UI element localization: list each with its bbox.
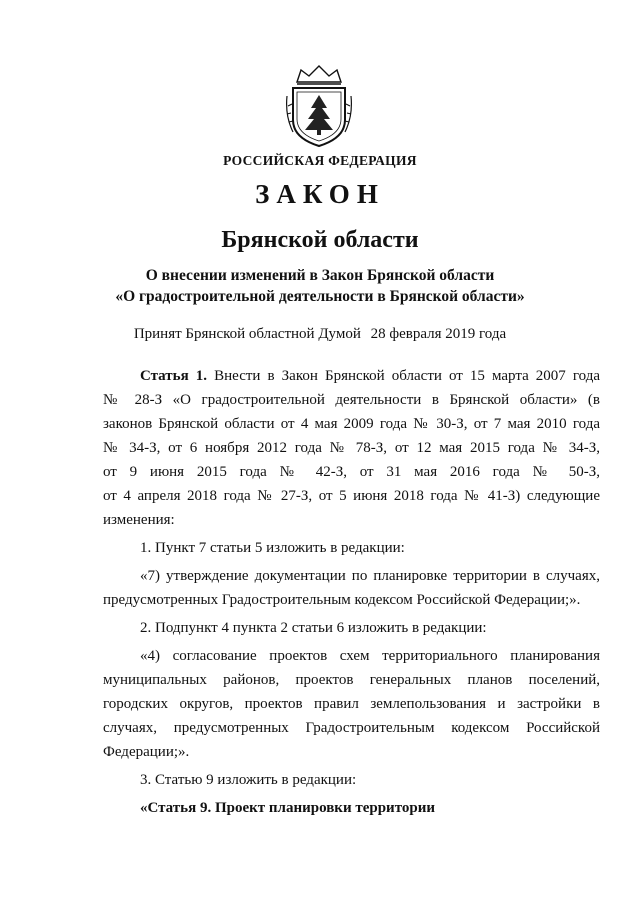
bryansk-coat-of-arms-icon <box>283 62 355 150</box>
law-body <box>103 364 600 820</box>
item-1-quote-line-1: «7) утверждение документации по планировке территории в случаях, <box>140 568 600 584</box>
document-type: ЗАКОН <box>255 179 385 209</box>
item-1: 1. Пункт 7 статьи 5 изложить в редакции: <box>140 540 405 556</box>
region-name: Брянской области <box>221 227 419 253</box>
adopted-by: Принят Брянской областной Думой <box>133 326 361 342</box>
article1-line-7: изменения: <box>103 512 175 528</box>
subject-line-2: «О градостроительной деятельности в Брянской области» <box>115 288 525 305</box>
article1-line-6: от 4 апреля 2018 года № 27-З, от 5 июня 2018 года № 41-З) следующие <box>103 488 600 504</box>
article1-label: Статья 1. <box>140 368 208 384</box>
article1-line-2: № 28-З «О градостроительной деятельности в Брянской области» (в <box>103 392 600 408</box>
article9-title: «Статья 9. Проект планировки территории <box>140 800 435 816</box>
country-name: РОССИЙСКАЯ ФЕДЕРАЦИЯ <box>223 153 417 168</box>
subject-line-1: О внесении изменений в Закон Брянской области <box>145 267 495 284</box>
item-3: 3. Статью 9 изложить в редакции: <box>140 772 357 788</box>
item-2-quote-line-4: случаях, предусмотренных Градостроительным кодексом Российской <box>103 720 600 736</box>
article1-text: Внести в Закон Брянской области от 15 марта 2007 года <box>214 368 600 384</box>
adoption-line <box>0 326 640 343</box>
item-2-quote-line-2: муниципальных районов, проектов генеральных планов поселений, <box>103 672 600 688</box>
article1-line-1 <box>103 364 600 388</box>
item-2-quote-line-5: Федерации;». <box>103 744 190 760</box>
adopted-date: 28 февраля 2019 года <box>370 326 507 342</box>
item-2-quote-line-3: городских округов, проектов правил землепользования и застройки в <box>103 696 600 712</box>
item-2: 2. Подпункт 4 пункта 2 статьи 6 изложить в редакции: <box>140 620 487 636</box>
article1-line-3: законов Брянской области от 4 мая 2009 года № 30-З, от 7 мая 2010 года <box>103 416 600 432</box>
article1-line-5: от 9 июня 2015 года № 42-З, от 31 мая 2016 года № 50-З, <box>103 464 600 480</box>
item-2-quote-line-1: «4) согласование проектов схем территориального планирования <box>140 648 600 664</box>
article1-line-4: № 34-З, от 6 ноября 2012 года № 78-З, от 12 мая 2015 года № 34-З, <box>103 440 600 456</box>
item-1-quote-line-2: предусмотренных Градостроительным кодексом Российской Федерации;». <box>103 592 581 608</box>
